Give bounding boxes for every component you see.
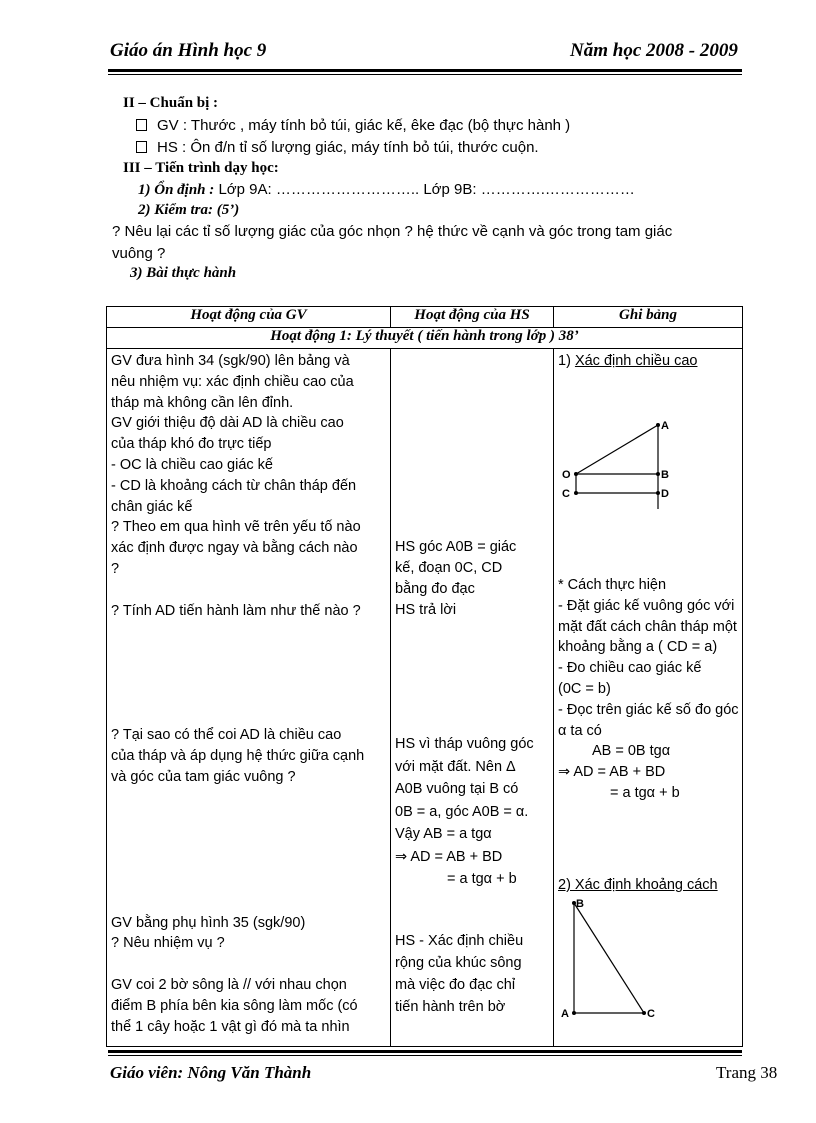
gv-line: GV coi 2 bờ sông là // với nhau chọn	[111, 976, 347, 993]
gv-line: và góc của tam giác vuông ?	[111, 768, 296, 785]
hs-column	[391, 349, 554, 1047]
board-step: - Đọc trên giác kế số đo góc	[558, 701, 739, 718]
board-title-1-text: Xác định chiều cao	[574, 353, 698, 369]
board-method	[558, 575, 742, 804]
gv-line: của tháp và áp dụng hệ thức giữa cạnh	[111, 748, 365, 765]
question-line-1: ? Nêu lại các tỉ số lượng giác của góc nhọn ? hệ thức về cạnh và góc trong tam giác	[112, 223, 673, 240]
hs-line: ⇒ AD = AB + BD	[395, 848, 503, 865]
board-step: - Đo chiều cao giác kế	[558, 660, 702, 677]
label-b: B	[661, 469, 669, 481]
gv-line: xác định được ngay và bằng cách nào	[111, 540, 358, 557]
label-c: C	[562, 488, 570, 500]
footer-rule-thick	[108, 1050, 742, 1053]
hs-line: bằng đo đạc	[395, 581, 475, 597]
hs-line: rộng của khúc sông	[395, 955, 522, 971]
board-step: - Đặt giác kế vuông góc với	[558, 597, 735, 614]
gv-line: GV bằng phụ hình 35 (sgk/90)	[111, 914, 306, 931]
hs-line: kế, đoạn 0C, CD	[395, 560, 503, 576]
footer-page: Trang 38	[716, 1063, 778, 1082]
distance-figure	[554, 899, 743, 1024]
hs-line: = a tgα + b	[447, 871, 517, 887]
process-heading: III – Tiến trình dạy học:	[123, 160, 279, 176]
board-column	[554, 349, 743, 1047]
gv-line: của tháp khó đo trực tiếp	[111, 436, 272, 453]
step-1-text: Lớp 9A: ……………………….. Lớp 9B: ………….………………	[214, 181, 635, 198]
content-row	[107, 349, 743, 1047]
tower-height-figure	[554, 379, 743, 509]
hs-line: mà việc đo đạc chỉ	[395, 977, 516, 993]
hs-line: HS - Xác định chiều	[395, 933, 524, 949]
gv-line: nêu nhiệm vụ: xác định chiều cao của	[111, 373, 354, 390]
gv-line: GV giới thiệu độ dài AD là chiều cao	[111, 415, 344, 432]
board-step: (0C = b)	[558, 680, 611, 697]
gv-line: ? Nêu nhiệm vụ ?	[111, 935, 225, 952]
header-left: Giáo án Hình học 9	[110, 40, 267, 61]
table-header-row	[107, 307, 743, 328]
board-step: ⇒ AD = AB + BD	[558, 764, 666, 781]
line-oa	[576, 425, 658, 474]
gv-line: chân giác kế	[111, 498, 193, 515]
label-o: O	[562, 469, 571, 481]
col-header-board: Ghi bảng	[554, 307, 743, 328]
board-step: mặt đất cách chân tháp một	[558, 618, 737, 635]
label-b2: B	[576, 899, 584, 910]
header-rule-thin	[108, 74, 742, 75]
gv-column	[107, 349, 391, 1047]
question-line-2: vuông ?	[112, 245, 166, 262]
header-right: Năm học 2008 - 2009	[570, 40, 738, 61]
board-title-1-num: 1)	[558, 353, 571, 369]
lesson-table	[106, 306, 743, 1047]
step-2: 2) Kiểm tra: (5’)	[138, 202, 240, 218]
board-step: AB = 0B tgα	[592, 743, 671, 760]
checkbox-icon	[136, 119, 147, 131]
label-a2: A	[561, 1008, 569, 1020]
footer-teacher: Giáo viên: Nông Văn Thành	[110, 1063, 312, 1082]
gv-line: ? Tại sao có thể coi AD là chiều cao	[111, 727, 342, 744]
gv-line: thể 1 cây hoặc 1 vật gì đó mà ta nhìn	[111, 1018, 350, 1035]
board-step: khoảng bằng a ( CD = a)	[558, 639, 718, 656]
gv-line: GV đưa hình 34 (sgk/90) lên bảng và	[111, 353, 350, 369]
activity-row	[107, 328, 743, 349]
board-method-title: * Cách thực hiện	[558, 577, 667, 593]
gv-line: điểm B phía bên kia sông làm mốc (có	[111, 997, 358, 1014]
hs-line: Vậy AB = a tgα	[395, 826, 492, 842]
board-step: = a tgα + b	[610, 784, 680, 801]
hs-line: HS vì tháp vuông góc	[395, 736, 534, 752]
step-1	[138, 181, 635, 199]
col-header-gv: Hoạt động của GV	[107, 307, 391, 328]
board-title-2: 2) Xác định khoảng cách	[558, 877, 718, 893]
gv-line: - OC là chiều cao giác kế	[111, 456, 273, 473]
hs-line: với mặt đất. Nên Δ	[395, 758, 516, 775]
hs-line: 0B = a, góc A0B = α.	[395, 803, 529, 820]
footer-rule-thin	[108, 1055, 742, 1056]
gv-line: ?	[111, 560, 120, 577]
header-rule-thick	[108, 69, 742, 72]
prep-item-hs	[136, 139, 539, 156]
hs-block-3	[395, 930, 523, 1018]
step-3: 3) Bài thực hành	[130, 265, 237, 281]
label-d: D	[661, 488, 669, 500]
hs-line: A0B vuông tại B có	[395, 781, 519, 797]
gv-line: tháp mà không cần lên đỉnh.	[111, 394, 294, 411]
hs-line: HS trả lời	[395, 602, 457, 618]
gv-line: ? Theo em qua hình vẽ trên yếu tố nào	[111, 519, 361, 536]
checkbox-icon	[136, 141, 147, 153]
prep-item-gv	[136, 117, 570, 134]
activity-title: Hoạt động 1: Lý thuyết ( tiến hành trong lớp ) 38’	[107, 328, 743, 349]
prep-item-text: GV : Thước , máy tính bỏ túi, giác kế, êke đạc (bộ thực hành )	[157, 117, 571, 134]
label-a: A	[661, 420, 669, 432]
label-c2: C	[647, 1008, 655, 1020]
gv-line: - CD là khoảng cách từ chân tháp đến	[111, 477, 357, 494]
hs-block-1	[395, 537, 516, 621]
line-bc	[574, 903, 644, 1013]
prep-heading: II – Chuẩn bị :	[123, 95, 219, 111]
step-1-label: 1) Ổn định :	[138, 182, 215, 198]
hs-line: HS góc A0B = giác	[395, 539, 517, 555]
board-title-1	[558, 351, 697, 372]
board-step: α ta có	[558, 722, 602, 739]
col-header-hs: Hoạt động của HS	[391, 307, 554, 328]
gv-line: ? Tính AD tiến hành làm như thế nào ?	[111, 602, 361, 619]
hs-line: tiến hành trên bờ	[395, 999, 506, 1015]
prep-item-text: HS : Ôn đ/n tỉ số lượng giác, máy tính bỏ túi, thước cuộn.	[157, 139, 539, 156]
hs-block-2	[395, 733, 534, 891]
